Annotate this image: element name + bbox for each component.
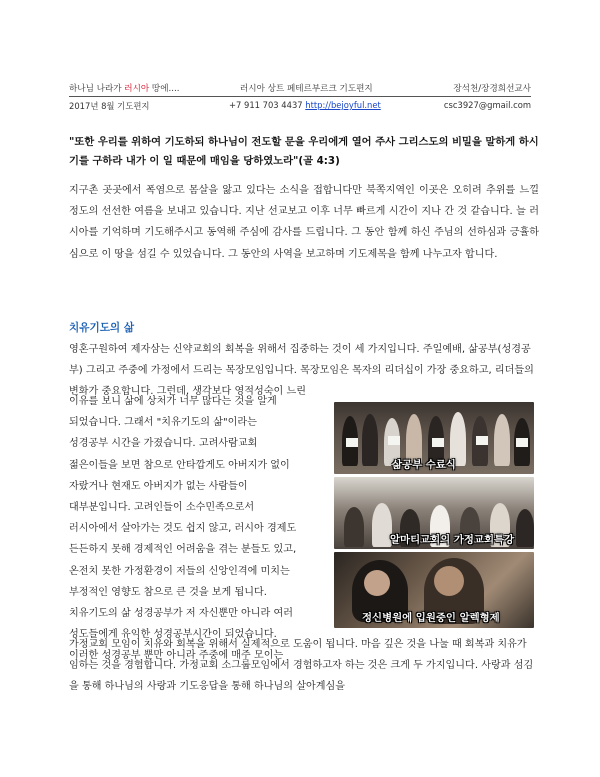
header-letter-title: 러시아 상트 페테르부르크 기도편지 [240,84,373,94]
body-paragraph-narrow [69,391,331,667]
scripture-verse: "또한 우리를 위하여 기도하되 하나님이 전도할 문을 우리에게 열어 주사 그리스도의 비밀을 말하게 하시기를 구하라 내가 이 일 때문에 매임을 당하였노라"(골 4:3) [69,136,539,167]
header-phone: +7 911 703 4437 [229,100,306,110]
slogan-russia: 러시아 [124,84,150,94]
narrow-line: 성경공부 시간을 가졌습니다. 고려사람교회 [69,438,258,450]
narrow-line: 러시아에서 살아가는 것도 쉽지 않고, 러시아 경제도 [69,523,297,535]
narrow-line: 치유기도의 삶 성경공부가 저 자신뿐만 아니라 여러 [69,608,294,620]
body-paragraph-bottom: 가정교회 모임이 치유와 회복을 위해서 실제적으로 도움이 됩니다. 마음 깊은 것을 나눌 때 회복과 치유가 임하는 것을 경험합니다. 가정교회 소그룹모임에서 경험하고자 하는 것은 크게 두 가지입니다. 사랑과 섬김을 통해 하나님의 사랑과 기도응답을 통해 하나님의 살아계심을 [69,639,534,693]
narrow-line: 되었습니다. 그래서 "치유기도의 삶"이라는 [69,417,257,429]
photo-graduation [334,402,534,474]
intro-paragraph: 지구촌 곳곳에서 폭염으로 몸살을 앓고 있다는 소식을 접합니다만 북쪽지역인 이곳은 오히려 추위를 느낄 정도의 선선한 여름을 보내고 있습니다. 지난 선교보고 이후 너무 빠르게 시간이 지나 간 것 같습니다. 늘 러시아를 기억하며 기도해주시고 동역해 주심에 감사를 드립니다. 그 동안 함께 하신 주님의 선하심과 긍휼하심으로 이 땅을 섬길 수 있었습니다. 그 동안의 사역을 보고하며 기도제목을 함께 나누고자 합니다. [69,185,539,260]
narrow-line: 성도들에게 유익한 성경공부시간이 되었습니다. [69,629,277,641]
photo-caption: 삶공부 수료식 [392,459,456,471]
slogan-pre: 하나님 나라가 [69,84,125,94]
header-divider [69,96,531,97]
header-email[interactable]: csc3927@gmail.com [443,100,531,110]
photo-house-church-seminar [334,477,534,549]
narrow-line: 이러한 성경공부 뿐만 아니라 주중에 매주 모이는 [69,650,284,662]
header-contact [229,100,381,110]
body-paragraph-full: 영혼구원하여 제자삼는 신약교회의 회복을 위해서 집중하는 것이 세 가지입니다. 주일예배, 삶공부(성경공부) 그리고 주중에 가정에서 드리는 목장모임입니다. 목장모임은 목자의 리더십이 가장 중요하고, 리더들의 변화가 중요합니다. 그런데, 생각보다 영적성숙이 느린 [69,344,534,398]
narrow-line: 이유를 보니 삶에 상처가 너무 많다는 것을 알게 [69,396,277,407]
photo-hospital-visit [334,552,534,628]
header-date: 2017년 8월 기도편지 [69,101,150,111]
website-link[interactable]: http://bejoyful.net [305,100,381,110]
letter-header-bottom [69,100,531,114]
photo-caption: 알마티교회의 가정교회특강 [390,534,515,546]
narrow-line: 든든하지 못해 경제적인 어려움을 겪는 분들도 있고, [69,544,297,556]
header-missionaries: 장석천/장경희선교사 [453,84,531,94]
narrow-line: 젊은이들을 보면 참으로 안타깝게도 아버지가 없이 [69,459,290,471]
header-slogan [69,82,179,94]
section-title: 치유기도의 삶 [69,322,135,334]
slogan-post: 땅에.... [149,84,180,94]
narrow-line: 부정적인 영향도 참으로 큰 것을 보게 됩니다. [69,586,267,598]
narrow-line: 대부분입니다. 고려인들이 소수민족으로서 [69,502,255,514]
photo-caption: 정신병원에 입원중인 알렉형제 [362,612,500,624]
narrow-line: 자랐거나 현재도 아버지가 없는 사람들이 [69,480,248,492]
narrow-line: 온전치 못한 가정환경이 저들의 신앙인격에 미치는 [69,565,290,577]
letter-header-top [69,82,531,96]
